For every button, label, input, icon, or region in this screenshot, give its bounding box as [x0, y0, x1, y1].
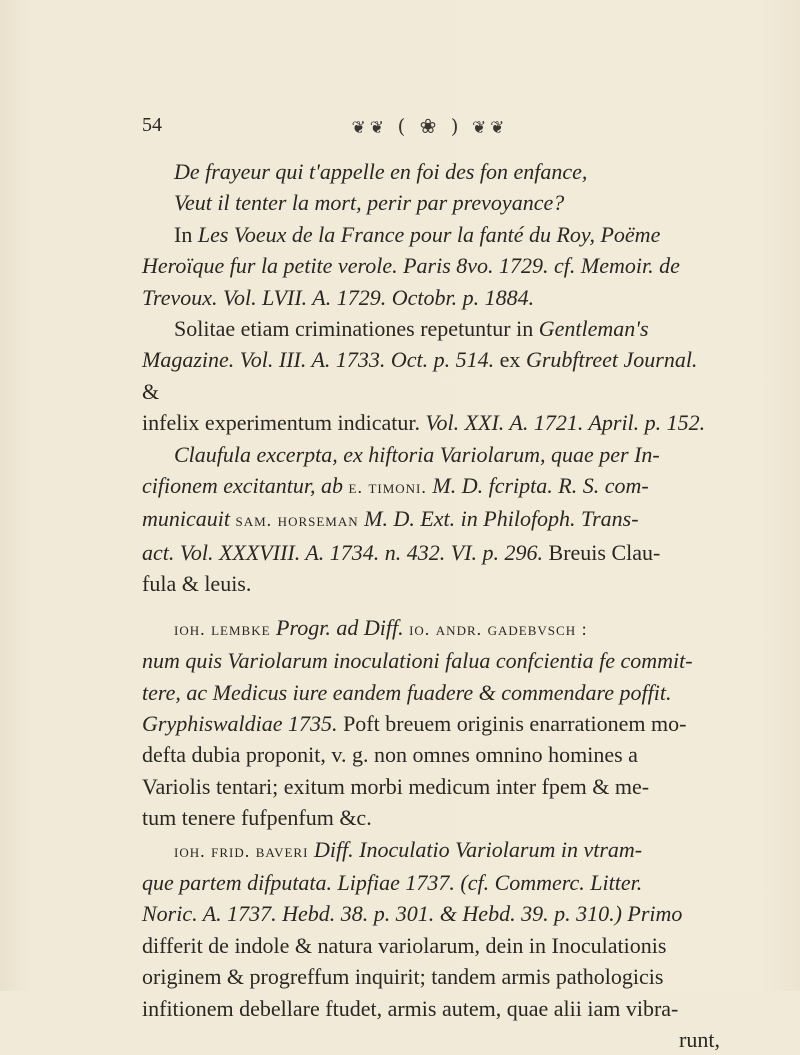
line	[142, 802, 720, 833]
text-line: originem & progreffum inquirit; tandem armis pathologicis	[142, 964, 664, 990]
citation-span: Vol. XXI. A. 1721. April. p. 152.	[425, 410, 706, 436]
text-line: differit de indole & natura variolarum, dein in Inoculationis	[142, 932, 667, 958]
line	[142, 187, 720, 218]
line	[142, 503, 720, 536]
line	[142, 739, 720, 770]
line	[142, 282, 720, 313]
author-name: ioh. frid. baveri	[174, 840, 309, 861]
citation-line: Claufula excerpta, ex hiftoria Variolarum, quae per In-	[174, 441, 660, 467]
ornament-left-icon: ❦❦	[351, 118, 389, 138]
citation-span: Diff. Inoculatio Variolarum in vtram-	[308, 836, 643, 862]
line	[142, 568, 720, 599]
citation-span: Gryphiswaldiae 1735.	[142, 710, 338, 736]
text-in: In	[174, 221, 198, 247]
line	[142, 439, 720, 470]
text-line: tum tenere fufpenfum &c.	[142, 805, 372, 831]
paragraph-gap	[142, 600, 720, 612]
verse-line-1: De frayeur qui t'appelle en foi des fon enfance,	[174, 159, 588, 184]
citation-line: num quis Variolarum inoculationi falua confcientia fe commit-	[142, 648, 693, 674]
citation-span: M. D. Ext. in Philofoph. Trans-	[358, 506, 639, 532]
ornament-right-icon: ❦❦	[471, 118, 509, 138]
line	[142, 407, 720, 438]
citation-span: Progr. ad Diff.	[270, 614, 410, 640]
line	[142, 219, 720, 250]
author-name: io. andr. gadebvsch :	[409, 618, 588, 639]
author-name: ioh. lembke	[174, 618, 271, 639]
text-span: fula & leuis.	[142, 571, 252, 597]
catchword-text: runt,	[679, 1026, 720, 1052]
page-header	[142, 114, 718, 144]
journal-name: Gentleman's	[538, 316, 649, 342]
text-span: Breuis Clau-	[543, 539, 661, 565]
ornament-center: ( ❀ )	[397, 114, 463, 138]
text-span: ex	[494, 347, 526, 373]
line	[142, 834, 720, 867]
line	[142, 867, 720, 898]
line	[142, 993, 720, 1024]
text-span: Solitae etiam criminationes repetuntur in	[174, 316, 539, 342]
line	[142, 313, 720, 344]
citation-span: Magazine. Vol. III. A. 1733. Oct. p. 514.	[142, 347, 495, 373]
catchword	[142, 1024, 720, 1055]
text-span: infelix experimentum indicatur.	[142, 410, 426, 436]
text-span: Poft breuem originis enarrationem mo-	[337, 710, 687, 736]
text-span: &	[142, 378, 160, 404]
line	[142, 771, 720, 802]
line	[142, 677, 720, 708]
citation-line: tere, ac Medicus iure eandem fuadere & commendare poffit.	[142, 679, 672, 705]
author-name: e. timoni.	[348, 477, 427, 498]
line	[142, 470, 720, 503]
line	[142, 250, 720, 281]
line	[142, 645, 720, 676]
journal-name: Grubftreet Journal.	[525, 347, 698, 373]
header-ornament	[142, 114, 718, 138]
page-number: 54	[142, 114, 162, 136]
line	[142, 612, 720, 645]
citation-line: Noric. A. 1737. Hebd. 38. p. 301. & Hebd. 39. p. 310.) Primo	[142, 901, 683, 927]
citation-span: cifionem excitantur, ab	[142, 473, 349, 499]
line	[142, 156, 720, 187]
citation-span: M. D. fcripta. R. S. com-	[426, 473, 649, 499]
line	[142, 930, 720, 961]
text-line: defta dubia proponit, v. g. non omnes omnino homines a	[142, 742, 638, 768]
citation-line: que partem difputata. Lipfiae 1737. (cf. Commerc. Litter.	[142, 869, 643, 895]
line	[142, 344, 720, 407]
citation-span: act. Vol. XXXVIII. A. 1734. n. 432. VI. p. 296.	[142, 539, 544, 565]
citation-line: Trevoux. Vol. LVII. A. 1729. Octobr. p. 1884.	[142, 284, 535, 310]
text-line: infitionem debellare ftudet, armis autem, quae alii iam vibra-	[142, 995, 679, 1021]
verse-line-2: Veut il tenter la mort, perir par prevoyance?	[174, 190, 565, 216]
citation-span: municauit	[142, 506, 236, 532]
body-text	[142, 156, 720, 1055]
line	[142, 537, 720, 568]
author-name: sam. horseman	[235, 510, 359, 531]
citation-title: Les Voeux de la France pour la fanté du Roy, Poëme	[197, 221, 661, 247]
line	[142, 961, 720, 992]
line	[142, 898, 720, 929]
line	[142, 708, 720, 739]
citation-line: Heroïque fur la petite verole. Paris 8vo. 1729. cf. Memoir. de	[142, 253, 680, 279]
text-line: Variolis tentari; exitum morbi medicum inter fpem & me-	[142, 773, 650, 799]
